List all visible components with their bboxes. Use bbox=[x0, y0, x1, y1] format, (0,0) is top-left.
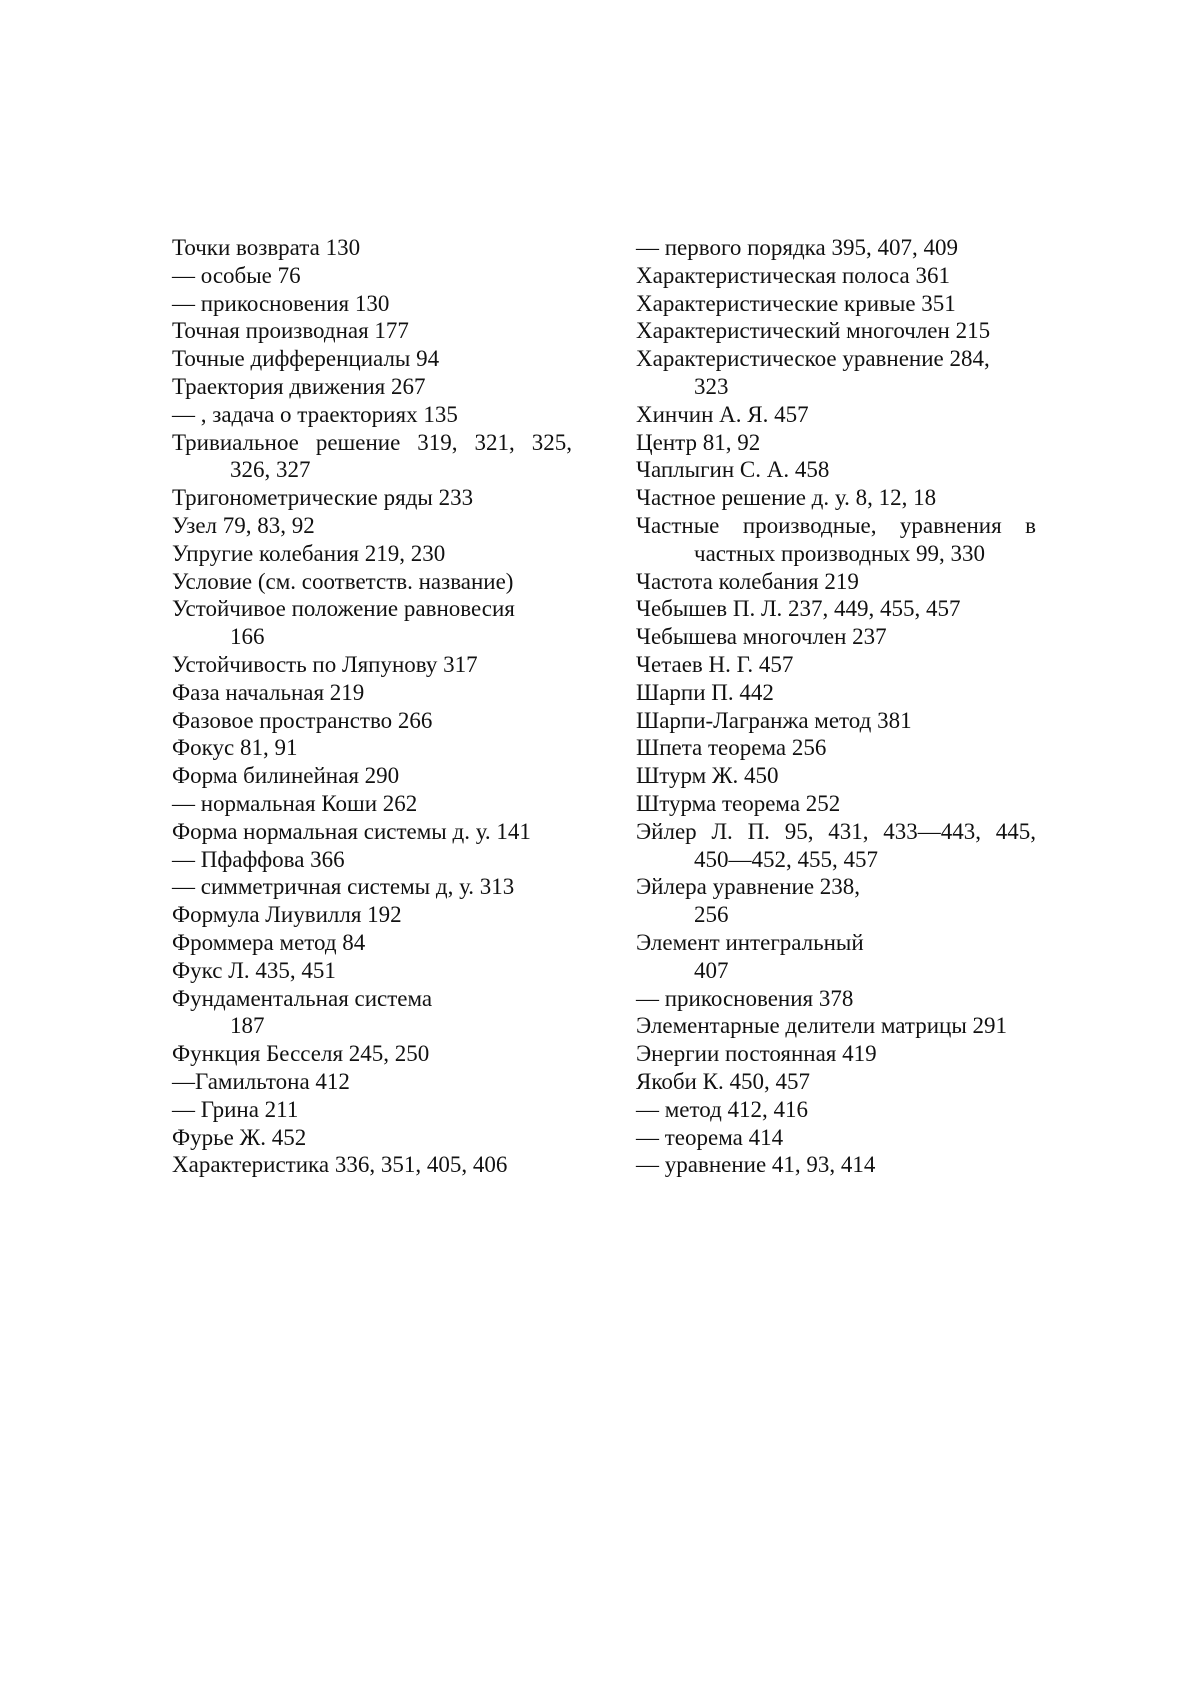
index-entry: Форма билинейная 290 bbox=[172, 763, 400, 789]
index-entry-continuation: 166 bbox=[230, 624, 265, 650]
index-entry: Характеристические кривые 351 bbox=[636, 290, 956, 316]
index-entry: — первого порядка 395, 407, 409 bbox=[636, 235, 958, 260]
index-entry: Характеристика 336, 351, 405, 406 bbox=[172, 1152, 508, 1178]
index-entry: Хинчин А. Я. 457 bbox=[636, 401, 809, 427]
index-entry: Штурма теорема 252 bbox=[636, 790, 841, 816]
index-entry: —Гамильтона 412 bbox=[172, 1068, 350, 1094]
index-entry: Якоби К. 450, 457 bbox=[636, 1068, 810, 1094]
index-entry: — метод 412, 416 bbox=[636, 1096, 809, 1122]
index-entry: Фукс Л. 435, 451 bbox=[172, 957, 336, 983]
index-entry: — , задача о траекториях 135 bbox=[172, 401, 458, 427]
index-entry: Четаев Н. Г. 457 bbox=[636, 651, 794, 677]
index-left-column bbox=[172, 234, 572, 1179]
index-entry: — нормальная Коши 262 bbox=[172, 790, 418, 816]
index-entry: Чебышев П. Л. 237, 449, 455, 457 bbox=[636, 596, 961, 622]
index-entry-continuation: 326, 327 bbox=[230, 457, 311, 483]
index-entry: Энергии постоянная 419 bbox=[636, 1041, 877, 1067]
index-entry-continuation: 256 bbox=[694, 902, 729, 928]
index-entry: — прикосновения 378 bbox=[636, 985, 854, 1011]
index-entry: Форма нормальная системы д. у. 141 bbox=[172, 818, 531, 844]
index-entry: Элемент интегральный bbox=[636, 929, 864, 955]
index-entry-continuation: 323 bbox=[694, 373, 729, 399]
index-entry: Шарпи П. 442 bbox=[636, 679, 774, 705]
index-entry: Фурье Ж. 452 bbox=[172, 1124, 307, 1150]
index-entry: Чебышева многочлен 237 bbox=[636, 624, 887, 650]
index-entry: Штурм Ж. 450 bbox=[636, 763, 779, 789]
index-entry: Точные дифференциалы 94 bbox=[172, 346, 440, 372]
index-entry: Центр 81, 92 bbox=[636, 429, 761, 455]
index-entry: Точки возврата 130 bbox=[172, 235, 361, 260]
index-entry: Формула Лиувилля 192 bbox=[172, 902, 402, 928]
index-entry: Частота колебания 219 bbox=[636, 568, 859, 594]
index-entry: — теорема 414 bbox=[636, 1124, 784, 1150]
index-entry-continuation: частных производных 99, 330 bbox=[694, 540, 986, 566]
index-entry: Шпета теорема 256 bbox=[636, 735, 827, 761]
index-entry: — особые 76 bbox=[172, 262, 301, 288]
index-entry: — симметричная системы д, у. 313 bbox=[172, 874, 515, 900]
index-entry: Чаплыгин С. А. 458 bbox=[636, 457, 830, 483]
index-entry: Характеристический многочлен 215 bbox=[636, 318, 991, 344]
index-entry: Функция Бесселя 245, 250 bbox=[172, 1041, 430, 1067]
index-entry: Тригонометрические ряды 233 bbox=[172, 485, 474, 511]
index-entry: Эйлера уравнение 238, bbox=[636, 874, 861, 900]
index-entry: — Грина 211 bbox=[172, 1096, 299, 1122]
index-entry: Шарпи-Лагранжа метод 381 bbox=[636, 707, 912, 733]
index-entry: Условие (см. соответств. название) bbox=[172, 568, 514, 594]
index-entry: — Пфаффова 366 bbox=[172, 846, 345, 872]
index-entry: Частное решение д. у. 8, 12, 18 bbox=[636, 485, 937, 511]
index-entry: Упругие колебания 219, 230 bbox=[172, 540, 446, 566]
index-entry-continuation: 450—452, 455, 457 bbox=[694, 846, 878, 872]
index-entry: Фокус 81, 91 bbox=[172, 735, 298, 761]
index-entry: Фазовое пространство 266 bbox=[172, 707, 433, 733]
index-entry: Устойчивость по Ляпунову 317 bbox=[172, 651, 478, 677]
index-entry: Узел 79, 83, 92 bbox=[172, 512, 315, 538]
index-entry: Характеристическая полоса 361 bbox=[636, 262, 950, 288]
index-entry: Характеристическое уравнение 284, bbox=[636, 346, 990, 372]
index-entry: Эйлер Л. П. 95, 431, 433—443, 445, bbox=[636, 818, 1036, 844]
index-entry: — уравнение 41, 93, 414 bbox=[636, 1152, 876, 1178]
index-entry: Тривиальное решение 319, 321, 325, bbox=[172, 429, 572, 455]
index-entry: Фундаментальная система bbox=[172, 985, 433, 1011]
index-entry-continuation: 407 bbox=[694, 957, 729, 983]
index-entry: Фроммера метод 84 bbox=[172, 929, 366, 955]
index-entry: Элементарные делители матрицы 291 bbox=[636, 1013, 1008, 1039]
index-right-column bbox=[636, 234, 1036, 1179]
index-entry-continuation: 187 bbox=[230, 1013, 265, 1039]
index-entry: Устойчивое положение равновесия bbox=[172, 596, 515, 622]
index-entry: Траектория движения 267 bbox=[172, 373, 426, 399]
index-entry: Точная производная 177 bbox=[172, 318, 409, 344]
index-entry: — прикосновения 130 bbox=[172, 290, 390, 316]
index-entry: Частные производные, уравнения в bbox=[636, 512, 1036, 538]
index-entry: Фаза начальная 219 bbox=[172, 679, 365, 705]
